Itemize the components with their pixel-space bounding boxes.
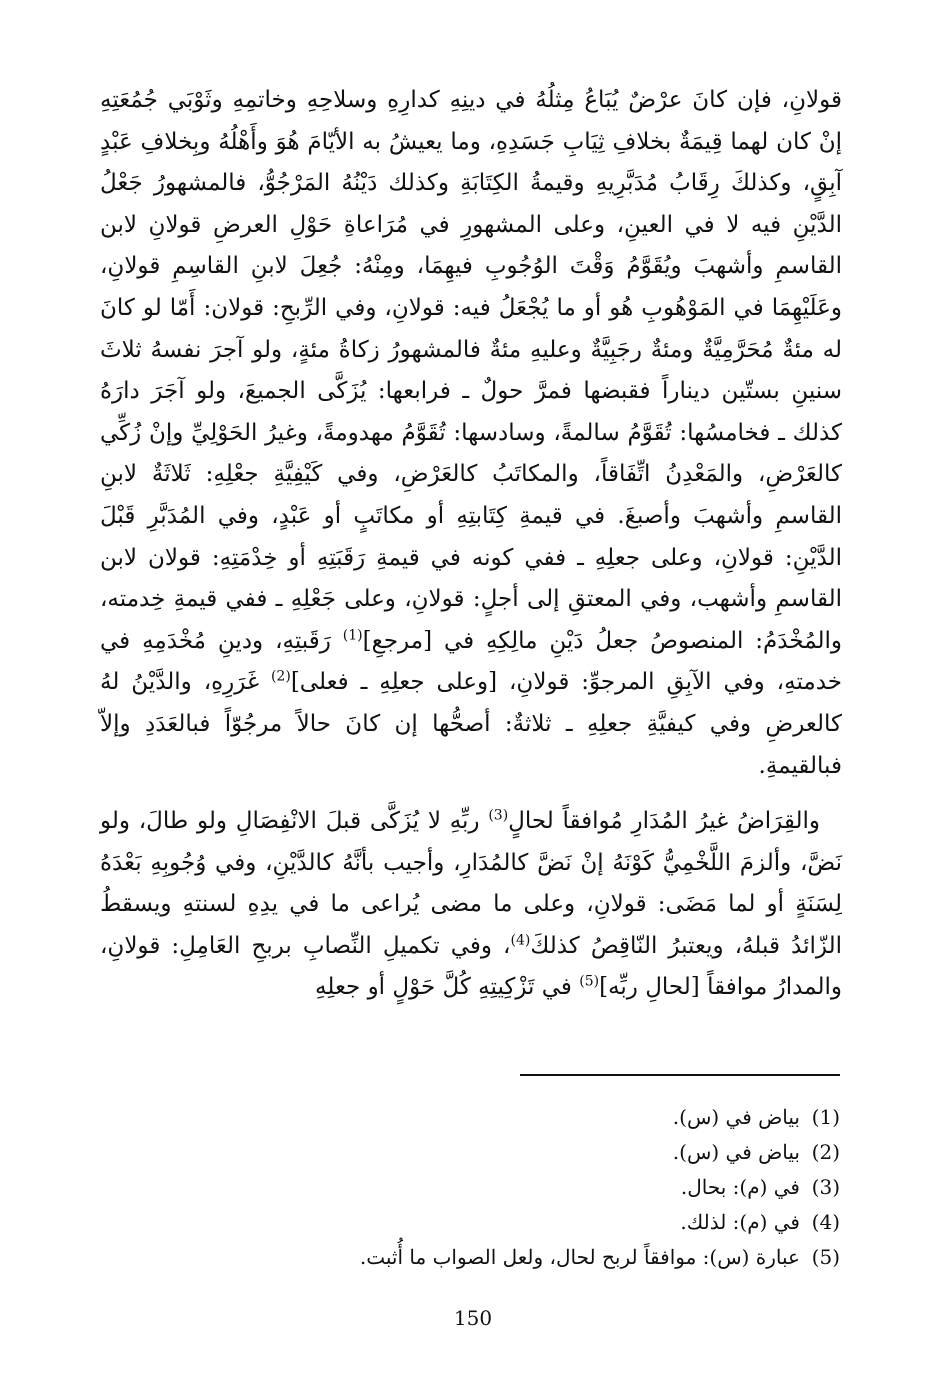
footnote-text: بياض في (س). — [672, 1105, 800, 1129]
footnote-number: (4) — [811, 1210, 840, 1234]
footnote-marker[interactable]: (5) — [579, 973, 600, 990]
text-segment: في تَزْكِيتِهِ كُلَّ حَوْلٍ أو جعلِهِ — [315, 974, 580, 1001]
text-segment: ربِّهِ لا يُزَكَّى قبلَ الانْفِصَالِ ولو طالَ، ولو نَضَّ، وألزمَ اللَّخْمِيُّ كَوْنَهُ إنْ نَضَّ كالمُدَارِ، وأجيب بأنَّهُ كالدَّيْنِ، وفي وُجُوبِهِ بَعْدَهُ لِسَنَةٍ أو لما مَضَى: قولانِ، وعلى ما مضى يُراعى ما في يدِهِ لسنتهِ ويسقطُ الزّائدُ قبلهُ، ويعتبرُ النّاقِصُ كذلكَ — [100, 808, 843, 959]
footnotes — [300, 1100, 840, 1275]
text-segment: رَقَبتِهِ، ودينِ مُخْدَمِهِ في خدمتهِ، وفي الآبِقِ المرجوِّ: قولانِ، [وعلى جعلِهِ ـ فعلى] — [100, 627, 842, 696]
footnote-marker[interactable]: (2) — [270, 668, 291, 685]
footnote-divider — [520, 1074, 840, 1076]
footnote-text: في (م): لذلك. — [680, 1210, 800, 1234]
text-segment: ، وفي تكميلِ النِّصابِ بربحِ العَامِلِ: قولانِ، والمدارُ موافقاً [لحالِ ربِّه] — [100, 932, 842, 1001]
footnote-text: في (م): بحال. — [680, 1175, 800, 1199]
text-segment: غَرَرِهِ، والدَّيْنُ لهُ كالعرضِ وفي كيفيَّةِ جعلِهِ ـ ثلاثةٌ: أصحُّها إن كانَ حالاً مرجُوّاً فبالعَدَدِ وإلاّ فبالقيمةِ. — [100, 669, 842, 779]
paragraph — [100, 80, 842, 787]
paragraph — [100, 801, 842, 1009]
footnote-item — [300, 1170, 840, 1205]
footnote-item — [300, 1100, 840, 1135]
footnote-item — [300, 1205, 840, 1240]
footnote-number: (1) — [811, 1105, 840, 1129]
footnote-number: (2) — [811, 1140, 840, 1164]
text-segment: قولانِ، فإن كانَ عرْضٌ يُبَاعُ مِثلُهُ في دينِهِ كدارِهِ وسلاحِهِ وخاتمِهِ وثَوْبَي جُمُعَتِهِ إنْ كان لهما قِيمَةٌ بخلافِ ثِيَابِ جَسَدِهِ، وما يعيشُ به الأيّامَ هُوَ وأَهْلُهُ وبِخلافِ عَبْدٍ آبِقٍ، وكذلكَ رِقَابُ مُدَبَّرِيهِ وقيمةُ الكِتَابَةِ وكذلك دَيْنُهُ المَرْجُوُّ، فالمشهورُ جَعْلُ الدَّيْنِ فيه لا في العينِ، وعلى المشهورِ في مُرَاعاةِ حَوْلِ العرضِ قولانِ لابن القاسمِ وأشهبَ ويُقَوَّمُ وَقْتَ الوُجُوبِ فيهِمَا، ومِنْهُ: جُعِلَ لابنِ القاسِمِ قولانِ، وعَلَيْهِمَا في المَوْهُوبِ هُو أو ما يُجْعَلُ فيه: قولانِ، وفي الرِّبحِ: قولان: أَمّا لو كانَ له مئةٌ مُحَرَّمِيَّةٌ ومئةٌ رجَبِيَّةٌ وعليهِ مئةٌ فالمشهورُ زكاةُ مئةٍ، ولو آجرَ نفسهُ ثلاثَ سنينِ بستّين ديناراً فقبضها فمرَّ حولٌ ـ فرابعها: يُزَكَّى الجميعَ، ولو آجَرَ دارَهُ كذلك ـ فخامسُها: تُقَوَّمُ سالمةً، وسادسها: تُقَوَّمُ مهدومةً، وغيرُ الحَوْلِيِّ وإنْ زُكِّي كالعَرْضِ، والمَعْدِنُ اتِّفَاقاً، والمكاتَبُ كالعَرْضِ، وفي كَيْفِيَّةِ جعْلِهِ: ثَلاثَةٌ لابنِ القاسمِ وأشهبَ وأصبغَ. في قيمةِ كِتَابتِهِ أو مكاتَبٍ أو عَبْدٍ، وفي المُدَبَّرِ قَبْلَ الدَّيْنِ: قولانِ، وعلى جعلِهِ ـ ففي كونه في قيمةِ رَقَبَتِهِ أو خِدْمَتِهِ: قولان لابن القاسمِ وأشهب، وفي المعتقِ إلى أجلٍ: قولانِ، وعلى جَعْلِهِ ـ ففي قيمةِ خِدمته، والمُخْدَمُ: المنصوصُ جعلُ دَيْنِ مالِكِهِ في [مرجعِ] — [100, 87, 842, 654]
page-number: 150 — [453, 1306, 493, 1330]
text-segment: والقِرَاضُ غيرُ المُدَارِ مُوافقاً لحالٍ — [508, 808, 820, 835]
footnote-item — [300, 1240, 840, 1275]
footnote-text: عبارة (س): موافقاً لربح لحال، ولعل الصواب ما أُثبت. — [359, 1245, 800, 1269]
footnote-item — [300, 1135, 840, 1170]
footnote-number: (5) — [811, 1245, 840, 1269]
footnote-text: بياض في (س). — [672, 1140, 800, 1164]
footnote-marker[interactable]: (3) — [488, 807, 509, 824]
footnote-marker[interactable]: (1) — [342, 627, 363, 644]
footnote-number: (3) — [811, 1175, 840, 1199]
main-text — [100, 80, 842, 1009]
footnote-marker[interactable]: (4) — [510, 932, 531, 949]
